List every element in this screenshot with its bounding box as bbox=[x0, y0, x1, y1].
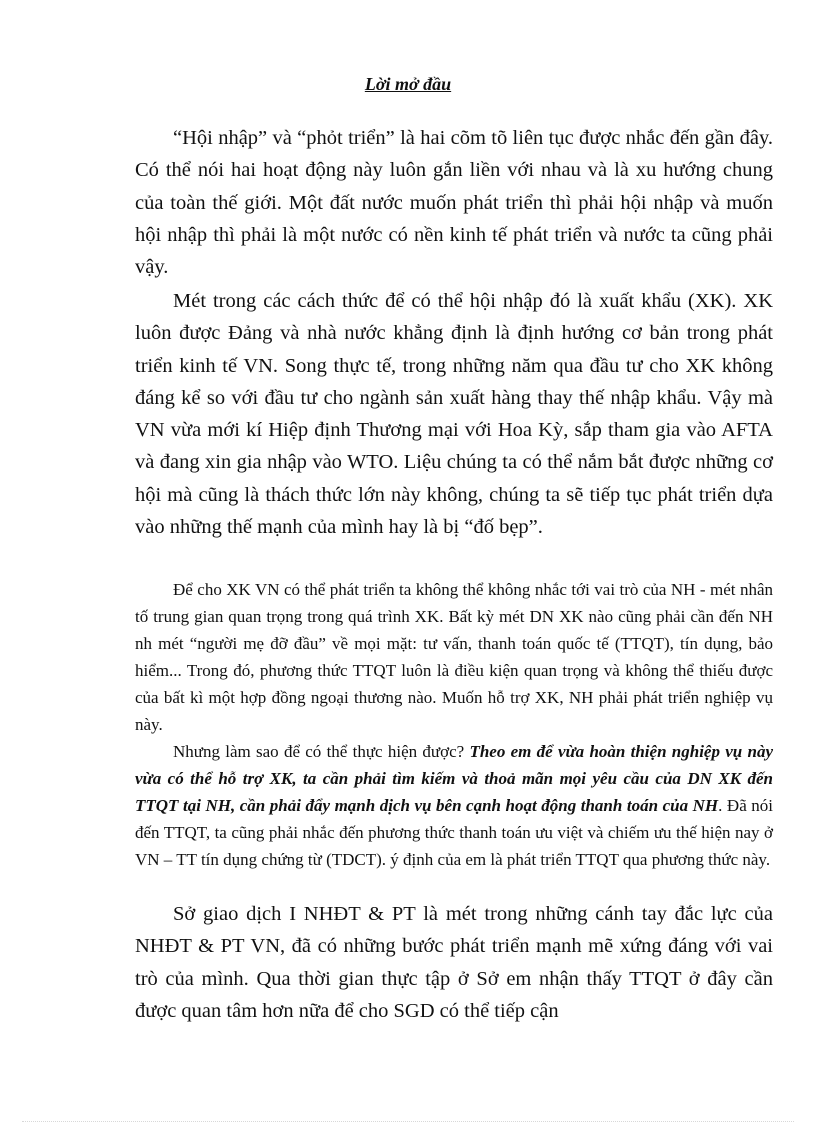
paragraph-exchange: Sở giao dịch I NHĐT & PT là mét trong những cánh tay đắc lực của NHĐT & PT VN, đã có những bước phát triển mạnh mẽ xứng đáng với vai trò của mình. Qua thời gian thực tập ở Sở em nhận thấy TTQT ở đây cần được quan tâm hơn nữa để cho SGD có thể tiếp cận bbox=[135, 903, 773, 1022]
paragraph-approach-tail: . Đã nói đến TTQT, ta cũng phải nhắc đến phương thức thanh toán ưu việt và chiếm ưu thế hiện nay ở VN – TT tín dụng chứng từ (TDCT). ý định của em là phát triển TTQT qua phương thức này. bbox=[135, 796, 774, 869]
paragraph-intro: “Hội nhập” và “phỏt triển” là hai cõm tõ liên tục được nhắc đến gần đây. Có thể nói hai hoạt động này luôn gắn liền với nhau và là xu hướng chung của toàn thế giới. Một đất nước muốn phát triển thì phải hội nhập và muốn hội nhập thì phải là một nước có nền kinh tế phát triển và nước ta cũng phải vậy. bbox=[135, 127, 773, 279]
paragraph-approach bbox=[135, 738, 773, 873]
paragraph-export: Mét trong các cách thức để có thể hội nhập đó là xuất khẩu (XK). XK luôn được Đảng và nhà nước khẳng định là định hướng cơ bản trong phát triển kinh tế VN. Song thực tế, trong những năm qua đầu tư cho XK không đáng kể so với đầu tư cho ngành sản xuất hàng thay thế nhập khẩu. Vậy mà VN vừa mới kí Hiệp định Thương mại với Hoa Kỳ, sắp tham gia vào AFTA và đang xin gia nhập vào WTO. Liệu chúng ta có thể nắm bắt được những cơ hội mà cũng là thách thức lớn này không, chúng ta sẽ tiếp tục phát triển dựa vào những thế mạnh của mình hay là bị “đố bẹp”. bbox=[135, 290, 773, 539]
paragraph-approach-lead: Nhưng làm sao để có thể thực hiện được? bbox=[173, 742, 470, 761]
page-title: Lời mở đầu bbox=[364, 74, 452, 94]
page-bottom-divider bbox=[22, 1121, 794, 1122]
paragraph-approach-emphasis: Theo em để vừa hoàn thiện nghiệp vụ này vừa có thể hỗ trợ XK, ta cần phải tìm kiếm và thoả mãn mọi yêu cầu của DN XK đến TTQT tại NH, cần phải đẩy mạnh dịch vụ bên cạnh hoạt động thanh toán của NH bbox=[135, 742, 773, 815]
paragraph-bank-role: Để cho XK VN có thể phát triển ta không thể không nhắc tới vai trò của NH - mét nhân tố trung gian quan trọng trong quá trình XK. Bất kỳ mét DN XK nào cũng phải cần đến NH nh mét “người mẹ đỡ đầu” về mọi mặt: tư vấn, thanh toán quốc tế (TTQT), tín dụng, bảo hiểm... Trong đó, phương thức TTQT luôn là điều kiện quan trọng và không thể thiếu được của bất kì một hợp đồng ngoại thương nào. Muốn hỗ trợ XK, NH phải phát triển nghiệp vụ này. bbox=[135, 580, 773, 734]
